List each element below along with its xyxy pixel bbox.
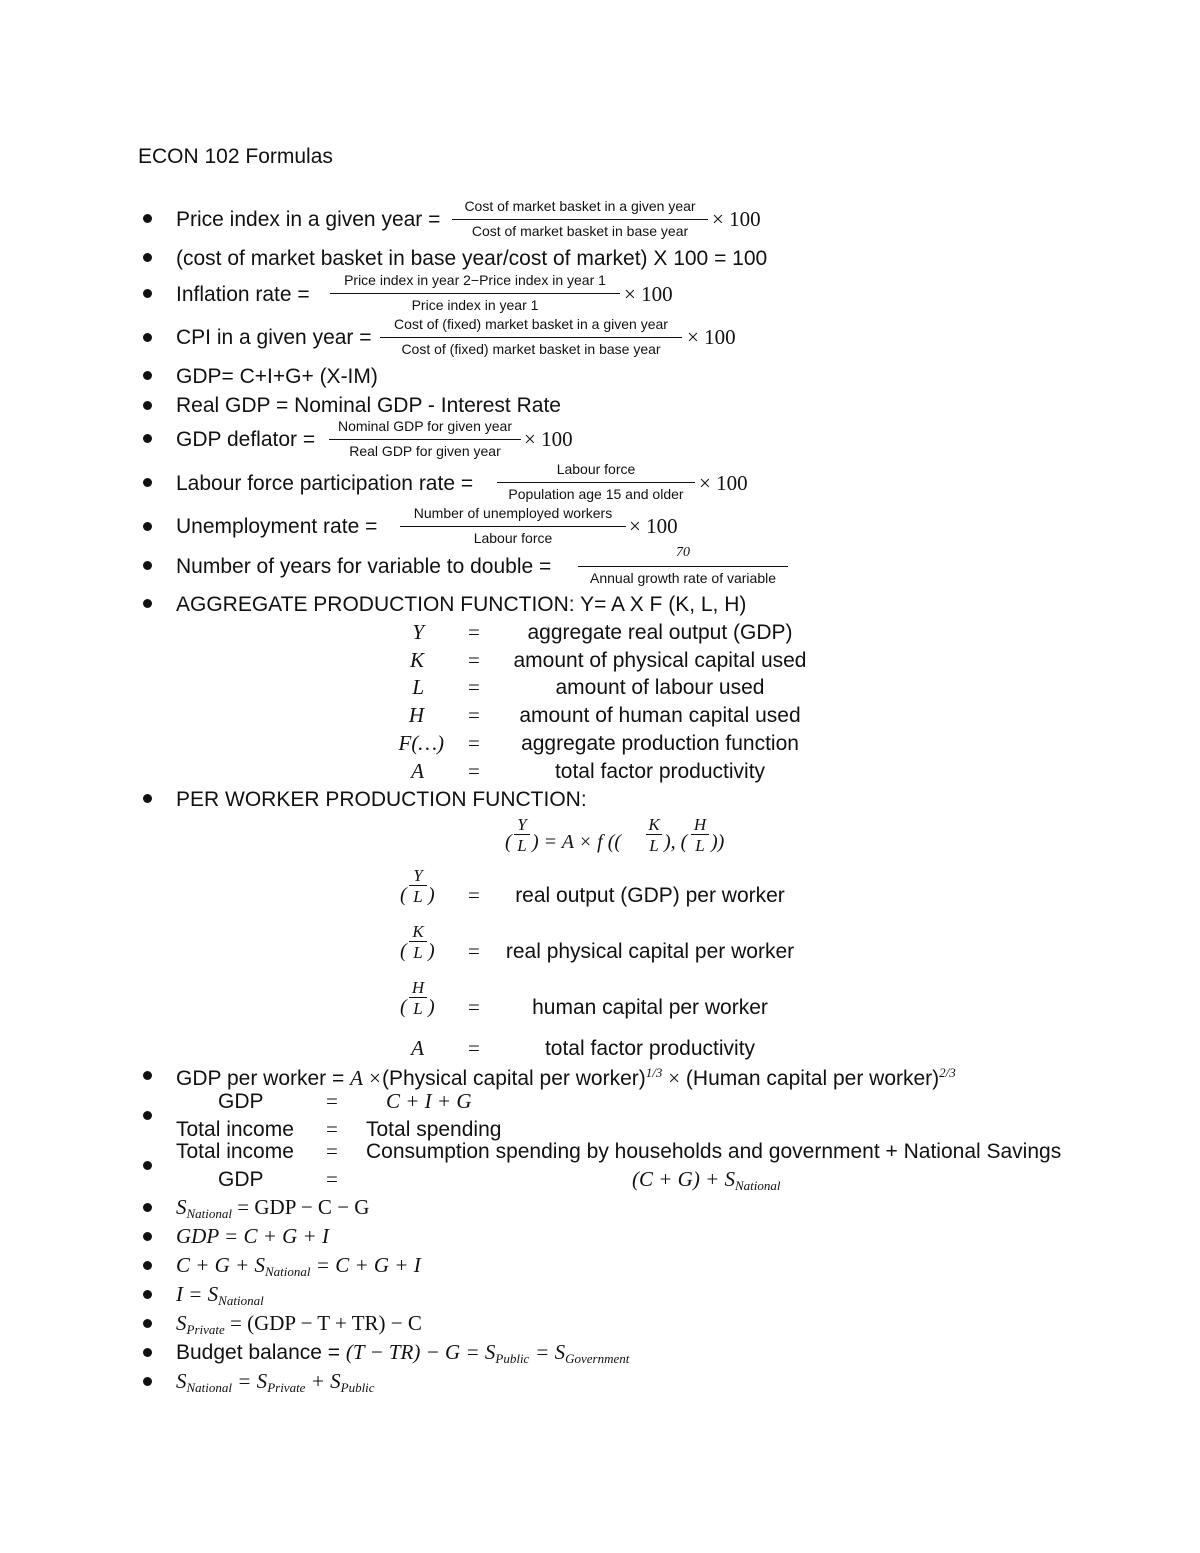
pwpf-line: PER WORKER PRODUCTION FUNCTION:: [176, 788, 587, 811]
gdp-line: GDP= C+I+G+ (X-IM): [176, 365, 378, 388]
equals-sign: =: [468, 703, 480, 727]
equals-sign: =: [326, 1117, 338, 1141]
bullet-icon: [143, 794, 152, 803]
bullet-icon: [143, 289, 152, 298]
equals-sign: =: [468, 759, 480, 783]
bullet-icon: [143, 1071, 152, 1080]
fraction-bar: [497, 482, 695, 483]
cg-snat-expression: $(C + G) + S_{National}$: [632, 1167, 781, 1193]
equals-sign: =: [468, 620, 480, 644]
fraction-numerator: Nominal GDP for given year: [337, 418, 513, 434]
gdp-per-worker-label: GDP per worker =: [176, 1067, 345, 1090]
fraction-denominator: Labour force: [473, 530, 553, 546]
def-description: amount of labour used: [555, 676, 765, 699]
inflation-fraction: [330, 273, 620, 317]
spriv-equation: $S_{Private} = (GDP - T + TR) - C$: [176, 1311, 422, 1337]
fraction-bar: [330, 293, 620, 294]
fraction-denominator: Real GDP for given year: [349, 443, 501, 459]
paren-close: ): [428, 996, 435, 1018]
fraction-numerator: Labour force: [556, 461, 636, 477]
equals-sign: =: [468, 675, 480, 699]
bullet-icon: [143, 434, 152, 443]
def-description: real output (GDP) per worker: [515, 884, 785, 907]
inflation-label: Inflation rate =: [176, 283, 310, 306]
bullet-icon: [143, 1203, 152, 1212]
equation-close: )): [711, 831, 725, 853]
price-index-fraction: [452, 199, 708, 243]
bullet-icon: [143, 1261, 152, 1270]
fraction-denominator: Cost of market basket in base year: [471, 223, 689, 239]
page-title: ECON 102 Formulas: [138, 145, 333, 168]
bullet-icon: [143, 478, 152, 487]
cpi-fraction: [380, 317, 682, 361]
price-index-label: Price index in a given year =: [176, 208, 441, 231]
cig-expression: C + I + G: [386, 1089, 472, 1113]
fraction-bar: [452, 219, 708, 220]
bullet-icon: [143, 1377, 152, 1386]
gdp-per-worker-line: [176, 1066, 956, 1089]
bullet-icon: [143, 1348, 152, 1357]
fraction-denominator: Annual growth rate of variable: [590, 570, 776, 586]
times-100: × 100: [687, 325, 736, 349]
def-description: amount of human capital used: [519, 704, 801, 727]
def-description: total factor productivity: [544, 1037, 756, 1060]
fraction-numerator: Cost of (fixed) market basket in a given year: [394, 316, 668, 332]
equals-sign: =: [326, 1139, 338, 1163]
doubling-fraction: [578, 546, 788, 590]
fraction-bar: [329, 439, 521, 440]
deflator-label: GDP deflator =: [176, 428, 316, 451]
times-100: × 100: [624, 282, 673, 306]
fraction-denominator: Price index in year 1: [411, 297, 539, 313]
paren-close: ): [428, 884, 435, 906]
times-100: × 100: [712, 207, 761, 231]
gdp-identity: GDP = C + G + I: [176, 1224, 329, 1248]
lfpr-fraction: [497, 462, 695, 506]
apf-line: AGGREGATE PRODUCTION FUNCTION: Y= A X F (K, L, H): [176, 593, 747, 616]
def-symbol: H: [408, 703, 424, 727]
cpi-label: CPI in a given year =: [176, 326, 372, 349]
k-over-l-fraction: K L: [646, 815, 662, 859]
equation-comma: ), (: [664, 831, 688, 853]
fraction-bar: [380, 337, 682, 338]
deflator-fraction: [329, 419, 521, 463]
bullet-icon: [143, 1161, 152, 1170]
identity-gdp: GDP: [218, 1168, 264, 1191]
equals-sign: =: [326, 1167, 338, 1191]
def-description: real physical capital per worker: [505, 940, 795, 963]
fraction-numerator: Cost of market basket in a given year: [464, 198, 696, 214]
def-description: amount of physical capital used: [513, 649, 807, 672]
equals-sign: =: [468, 731, 480, 755]
equals-sign: =: [468, 995, 480, 1019]
def-symbol: F(…): [398, 731, 444, 755]
bullet-icon: [143, 1232, 152, 1241]
h-over-l-fraction: H L: [691, 815, 709, 859]
physical-capital-term: (Physical capital per worker): [381, 1067, 646, 1090]
unemployment-label: Unemployment rate =: [176, 515, 378, 538]
def-symbol: L: [412, 675, 424, 699]
base-year-line: (cost of market basket in base year/cost of market) X 100 = 100: [176, 247, 768, 270]
bullet-icon: [143, 253, 152, 262]
paren-open: (: [505, 831, 512, 853]
identity-total-income: Total income: [176, 1118, 294, 1141]
paren-close: ): [428, 940, 435, 962]
def-symbol: Y: [412, 620, 424, 644]
def-fraction: H L: [409, 978, 427, 1022]
human-capital-term: (Human capital per worker): [685, 1067, 940, 1090]
tfp-times: A ×: [350, 1066, 382, 1090]
bullet-icon: [143, 1319, 152, 1328]
def-fraction: K L: [409, 922, 427, 966]
fraction-numerator: Number of unemployed workers: [413, 505, 613, 521]
budget-equation: Budget balance = $(T - TR) - G = S_{Public} = S_{Government}$: [176, 1340, 630, 1366]
fraction-numerator: Price index in year 2−Price index in year 1: [344, 272, 606, 288]
identity-gdp: GDP: [218, 1090, 264, 1113]
equals-sign: =: [468, 648, 480, 672]
equals-sign: =: [468, 883, 480, 907]
def-description: aggregate real output (GDP): [527, 621, 793, 644]
bullet-icon: [143, 561, 152, 570]
fraction-bar: [578, 566, 788, 567]
equals-sign: =: [326, 1089, 338, 1113]
exponent: 2/3: [939, 1065, 956, 1080]
investment-equation: $I = S_{National}$: [176, 1282, 264, 1308]
def-description: human capital per worker: [532, 996, 768, 1019]
equation-rest: ) = A × f ((: [532, 831, 622, 853]
snat-sum-equation: $S_{National} = S_{Private} + S_{Public}$: [176, 1369, 375, 1395]
bullet-icon: [143, 1111, 152, 1120]
paren-open: (: [400, 884, 407, 906]
identity-total-income: Total income: [176, 1140, 294, 1163]
bullet-icon: [143, 214, 152, 223]
real-gdp-line: Real GDP = Nominal GDP - Interest Rate: [176, 394, 561, 417]
fraction-denominator: Cost of (fixed) market basket in base year: [401, 341, 661, 357]
consumption-savings: Consumption spending by households and government + National Savings: [366, 1140, 1062, 1163]
y-over-l-fraction: Y L: [514, 815, 530, 859]
def-description: total factor productivity: [554, 760, 766, 783]
def-symbol: A: [411, 759, 424, 783]
bullet-icon: [143, 599, 152, 608]
identity-total-spending: Total spending: [366, 1118, 502, 1141]
def-fraction: Y L: [409, 866, 427, 910]
paren-open: (: [400, 940, 407, 962]
equals-sign: =: [468, 1036, 480, 1060]
times-100: × 100: [699, 471, 748, 495]
fraction-numerator: 70: [676, 545, 690, 560]
times-100: × 100: [524, 427, 573, 451]
bullet-icon: [143, 401, 152, 410]
bullet-icon: [143, 333, 152, 342]
lfpr-label: Labour force participation rate =: [176, 472, 474, 495]
times-sign: ×: [668, 1066, 681, 1090]
unemployment-fraction: [400, 506, 626, 550]
def-symbol: K: [409, 648, 424, 672]
bullet-icon: [143, 522, 152, 531]
bullet-icon: [143, 1290, 152, 1299]
bullet-icon: [143, 371, 152, 380]
def-description: aggregate production function: [521, 732, 799, 755]
equals-sign: =: [468, 939, 480, 963]
times-100: × 100: [629, 514, 678, 538]
fraction-denominator: Population age 15 and older: [508, 486, 684, 502]
cgs-equation: $C + G + S_{National} = C + G + I$: [176, 1253, 421, 1279]
def-symbol: A: [411, 1036, 424, 1060]
snat-equation: $S_{National}$ = GDP − C − G: [176, 1195, 370, 1221]
exponent: 1/3: [645, 1065, 663, 1080]
paren-open: (: [400, 996, 407, 1018]
fraction-bar: [400, 526, 626, 527]
doubling-label: Number of years for variable to double =: [176, 555, 552, 578]
